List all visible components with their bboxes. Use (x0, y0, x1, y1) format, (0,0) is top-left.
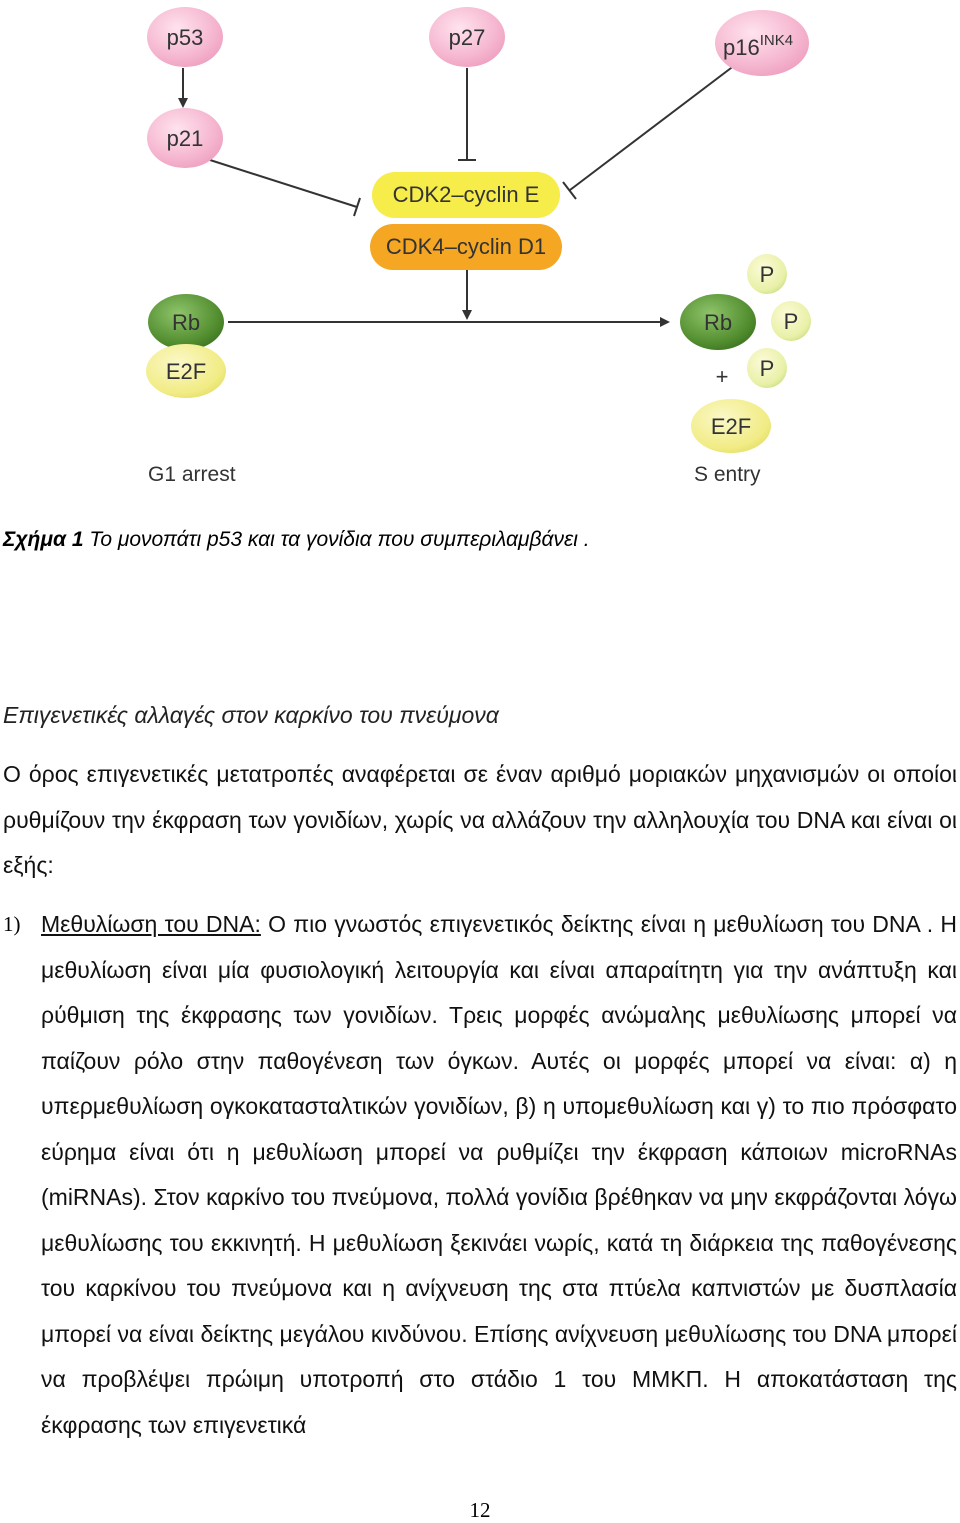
rb-right-label: Rb (703, 310, 733, 335)
list-item-methylation (41, 902, 957, 1448)
p27-label: p27 (448, 25, 486, 50)
list-item-term: Μεθυλίωση του DNA: (41, 911, 261, 937)
figure-caption (3, 528, 590, 552)
p21-inhibits-cdk-line (210, 160, 357, 207)
e2f-right-label: E2F (710, 414, 752, 439)
list-item-body: Ο πιο γνωστός επιγενετικός δείκτης είναι η μεθυλίωση του DNA . Η μεθυλίωση είναι μία φυσιολογική λειτουργία και είναι απαραίτητη για την ανάπτυξη και ρύθμιση της έκφρασης των γονιδίων. Τρεις μορφές ανώμαλης μεθυλίωσης μπορεί να παίζουν ρόλο στην παθογένεση των όγκων. Αυτές οι μορφές μπορεί να είναι: α) η υπερμεθυλίωση ογκοκατασταλτικών γονιδίων, β) η υπομεθυλίωση και γ) το πιο πρόσφατο εύρημα είναι ότι η μεθυλίωση μπορεί να ρυθμίζει την έκφραση κάποιων microRNAs (miRNAs). Στον καρκίνο του πνεύμονα, πολλά γονίδια βρέθηκαν να μην εκφράζονται λόγω μεθυλίωσης του εκκινητή. Η μεθυλίωση ξεκινάει νωρίς, κατά τη διάρκεια της παθογένεσης του καρκίνου του πνεύμονα και η ανίχνευση της στα πτύελα καπνιστών με δυσπλασία μπορεί να είναι δείκτης μεγάλου κινδύνου. Επίσης ανίχνευση μεθυλίωσης του DNA μπορεί να προβλέψει πρώιμη υποτροπή στο στάδιο 1 του ΜΜΚΠ. Η αποκατάσταση της έκφρασης των επιγενετικά (41, 911, 957, 1438)
cdk2-cyclin-e-label: CDK2–cyclin E (392, 182, 540, 207)
p53-label: p53 (166, 25, 204, 50)
page-number: 12 (469, 1498, 491, 1522)
g1-arrest-label: G1 arrest (148, 463, 236, 486)
rb-left-label: Rb (171, 310, 201, 335)
p53-pathway-diagram (0, 0, 960, 500)
phosphate-1-label: P (759, 262, 775, 287)
caption-label: Σχήμα 1 (3, 528, 84, 551)
list-item-number: 1) (3, 912, 21, 936)
phosphate-3-label: P (759, 356, 775, 381)
p16-inhibit-bar (563, 182, 576, 199)
caption-text: Το μονοπάτι p53 και τα γονίδια που συμπεριλαμβάνει . (83, 528, 590, 551)
e2f-left-label: E2F (165, 359, 207, 384)
phosphate-2-label: P (783, 309, 799, 334)
p21-label: p21 (166, 126, 204, 151)
p16-inhibits-cdk-line (570, 65, 735, 190)
cdk4-cyclin-d1-label: CDK4–cyclin D1 (385, 234, 547, 259)
section-heading: Επιγενετικές αλλαγές στον καρκίνο του πνεύμονα (3, 702, 499, 728)
p16-superscript: INK4 (759, 32, 794, 49)
intro-paragraph: Ο όρος επιγενετικές μετατροπές αναφέρεται σε έναν αριθμό μοριακών μηχανισμών οι οποίοι ρυθμίζουν την έκφραση των γονιδίων, χωρίς να αλλάζουν την αλληλουχία του DNA και είναι οι εξής: (3, 761, 957, 878)
s-entry-label: S entry (694, 463, 761, 486)
p16-base: p16 (723, 35, 760, 60)
plus-sign: + (715, 364, 729, 389)
